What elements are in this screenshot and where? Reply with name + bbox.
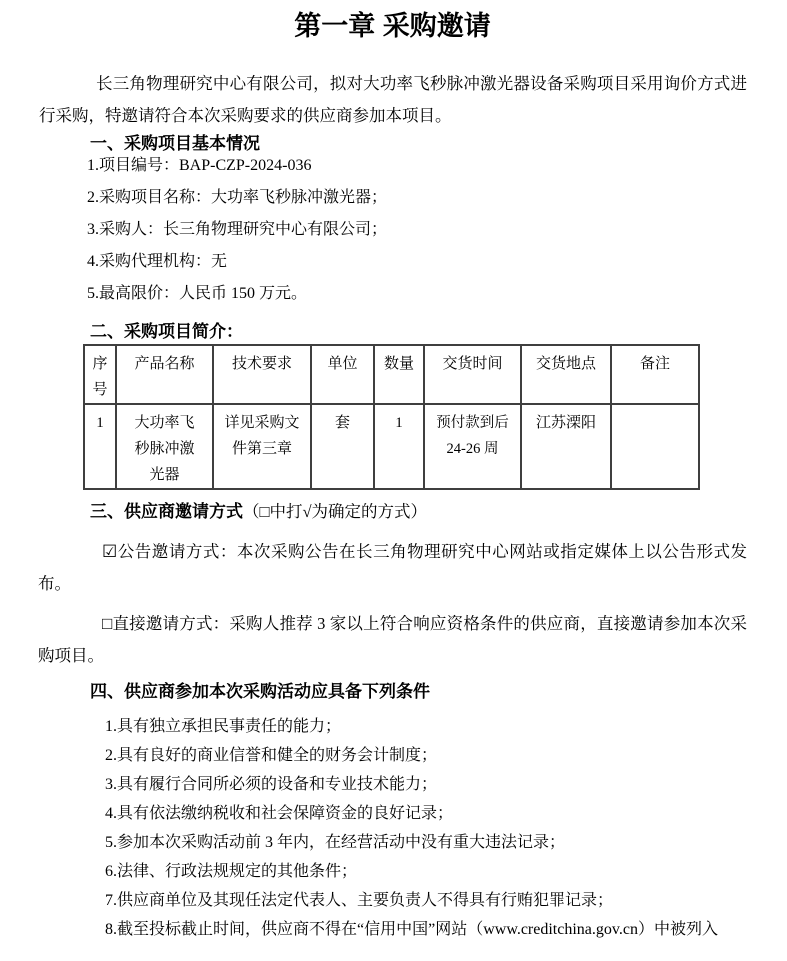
section1-items — [38, 150, 747, 310]
col-header-tech: 技术要求 — [213, 345, 311, 404]
cell-tech: 详见采购文 件第三章 — [213, 404, 311, 489]
list-item: 7.供应商单位及其现任法定代表人、主要负责人不得具有行贿犯罪记录； — [105, 892, 614, 909]
list-item: 3.具有履行合同所必须的设备和专业技术能力； — [105, 776, 438, 793]
list-item: 8.截至投标截止时间，供应商不得在“信用中国”网站（www.creditchina.gov.cn）中被列入 — [105, 921, 718, 938]
invite-option-announcement — [38, 536, 747, 600]
list-item: 2.采购项目名称：大功率飞秒脉冲激光器； — [87, 189, 388, 206]
list-item: 6.法律、行政法规规定的其他条件； — [105, 863, 358, 880]
invite-option-announcement-text: 公告邀请方式：本次采购公告在长三角物理研究中心网站或指定媒体上以公告形式发布。 — [38, 542, 747, 593]
section2-heading: 二、采购项目简介： — [90, 322, 243, 341]
cell-note — [611, 404, 699, 489]
list-item: 1.具有独立承担民事责任的能力； — [105, 718, 342, 735]
list-item: 5.参加本次采购活动前 3 年内，在经营活动中没有重大违法记录； — [105, 834, 566, 851]
section4-heading: 四、供应商参加本次采购活动应具备下列条件 — [90, 682, 430, 701]
col-header-product: 产品名称 — [116, 345, 213, 404]
list-item: 3.采购人：长三角物理研究中心有限公司； — [87, 221, 388, 238]
products-table — [83, 344, 700, 490]
col-header-qty: 数量 — [374, 345, 424, 404]
list-item: 2.具有良好的商业信誉和健全的财务会计制度； — [105, 747, 438, 764]
page-title: 第一章 采购邀请 — [294, 11, 491, 41]
invite-option-direct-text: 直接邀请方式：采购人推荐 3 家以上符合响应资格条件的供应商，直接邀请参加本次采购项目。 — [38, 614, 747, 665]
intro-paragraph: 长三角物理研究中心有限公司，拟对大功率飞秒脉冲激光器设备采购项目采用询价方式进行采购，特邀请符合本次采购要求的供应商参加本项目。 — [39, 74, 747, 125]
cell-delivery-place: 江苏溧阳 — [521, 404, 611, 489]
table-header-row — [84, 345, 699, 404]
cell-qty: 1 — [374, 404, 424, 489]
cell-product: 大功率飞 秒脉冲激 光器 — [116, 404, 213, 489]
section3-heading-note: （□中打√为确定的方式） — [243, 502, 428, 521]
list-item: 5.最高限价：人民币 150 万元。 — [87, 285, 308, 302]
section3-heading-bold: 三、供应商邀请方式 — [90, 502, 243, 521]
checked-checkbox-icon: ☑ — [102, 542, 118, 561]
table-row — [84, 404, 699, 489]
invite-option-direct — [38, 608, 747, 672]
list-item: 4.采购代理机构：无 — [87, 253, 228, 270]
cell-unit: 套 — [311, 404, 374, 489]
cell-delivery-time: 预付款到后 24-26 周 — [424, 404, 521, 489]
cell-seq: 1 — [84, 404, 116, 489]
list-item: 1.项目编号：BAP-CZP-2024-036 — [87, 157, 312, 174]
col-header-unit: 单位 — [311, 345, 374, 404]
unchecked-checkbox-icon: □ — [102, 614, 113, 633]
list-item: 4.具有依法缴纳税收和社会保障资金的良好记录； — [105, 805, 454, 822]
section1-heading: 一、采购项目基本情况 — [90, 134, 260, 153]
section3-heading — [90, 500, 747, 524]
col-header-delivery-time: 交货时间 — [424, 345, 521, 404]
col-header-seq: 序号 — [84, 345, 116, 404]
section4-items — [38, 712, 747, 944]
col-header-note: 备注 — [611, 345, 699, 404]
col-header-delivery-place: 交货地点 — [521, 345, 611, 404]
